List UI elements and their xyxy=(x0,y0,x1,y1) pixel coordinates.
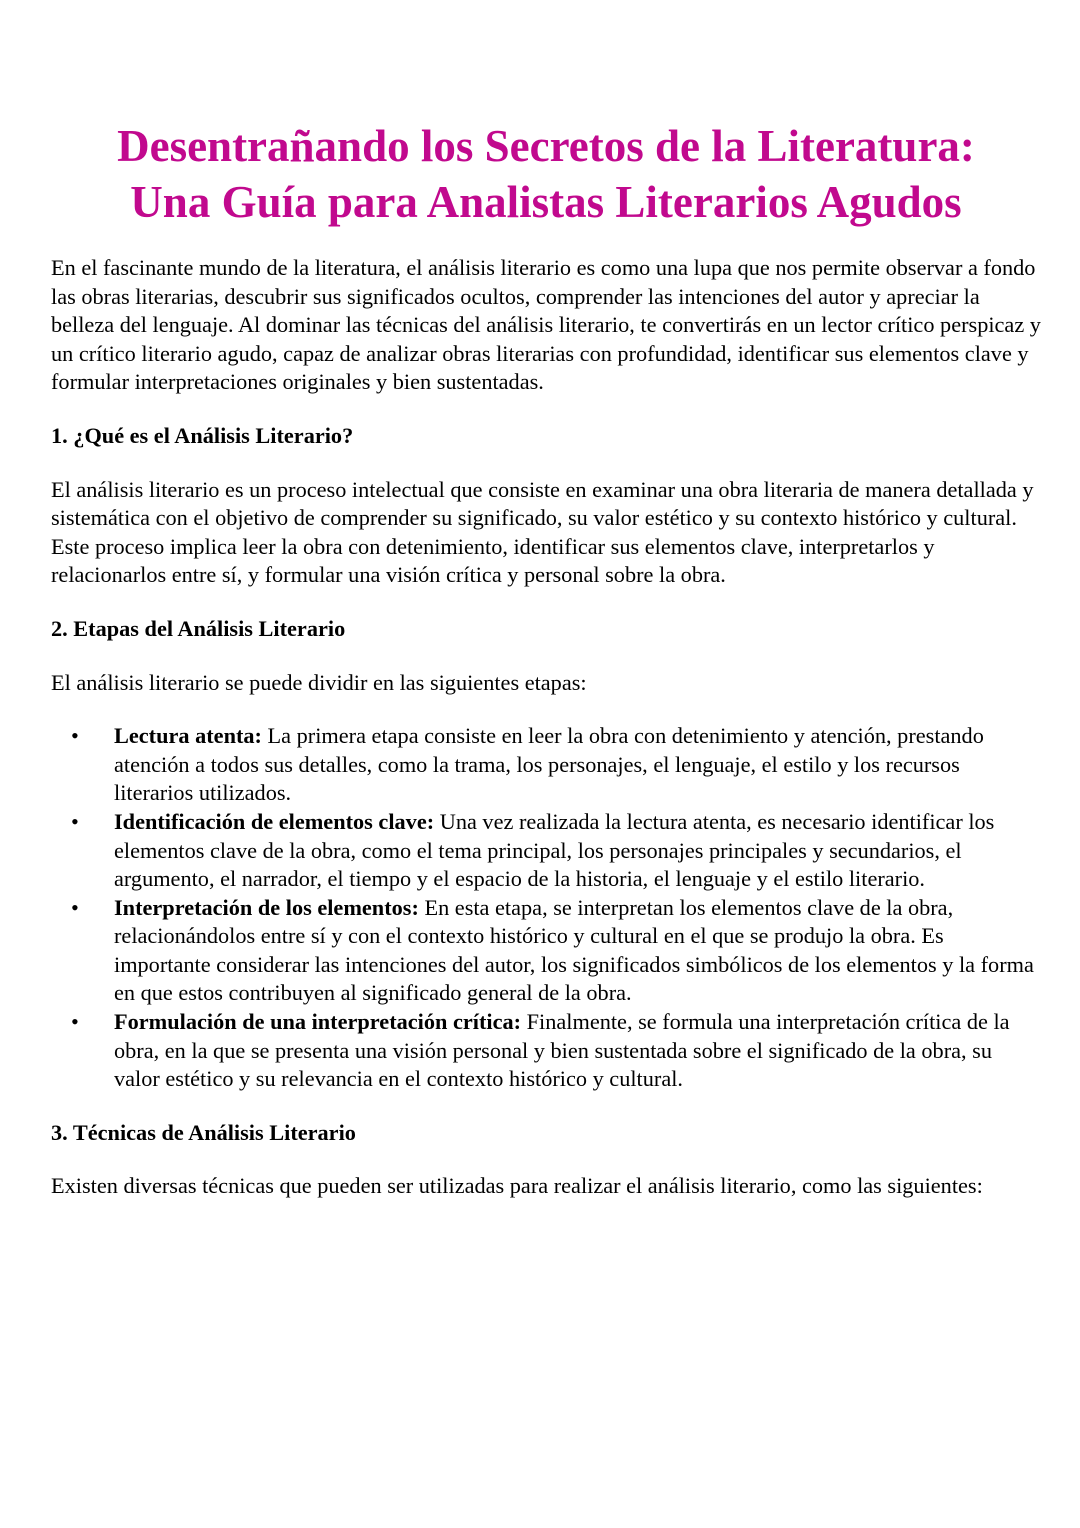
list-item-text: En esta etapa, se interpretan los elementos clave de la obra, relacionándolos entre sí y con el contexto histórico y cultural en el que se produjo la obra. Es importante considerar las intenciones del autor, los significados simbólicos de los elementos y la forma en que estos contribuyen al significado general de la obra. xyxy=(114,894,1034,1006)
document-title xyxy=(51,118,1041,230)
bullet-icon: • xyxy=(71,1009,79,1035)
section-body-2: El análisis literario se puede dividir en las siguientes etapas: xyxy=(51,669,587,695)
list-item xyxy=(71,722,1041,808)
bullet-icon: • xyxy=(71,723,79,749)
list-item-term: Lectura atenta: xyxy=(114,723,262,749)
list-item xyxy=(71,1008,1041,1094)
list-item xyxy=(71,808,1041,894)
section-heading-3: 3. Técnicas de Análisis Literario xyxy=(51,1119,356,1145)
section-body-1: El análisis literario es un proceso intelectual que consiste en examinar una obra literaria de manera detallada y sistemática con el objetivo de comprender su significado, su valor estético y su contexto histórico y cultural. Este proceso implica leer la obra con detenimiento, identificar sus elementos clave, interpretarlos y relacionarlos entre sí, y formular una visión crítica y personal sobre la obra. xyxy=(51,476,1034,588)
list-item-term: Formulación de una interpretación crítica: xyxy=(114,1009,522,1035)
list-item-text: Finalmente, se formula una interpretación crítica de la obra, en la que se presenta una visión personal y bien sustentada sobre el significado de la obra, su valor estético y su relevancia en el contexto histórico y cultural. xyxy=(114,1009,1010,1092)
bullet-icon: • xyxy=(71,808,79,834)
title-line-1: Desentrañando los Secretos de la Literatura: xyxy=(117,121,975,171)
bullet-icon: • xyxy=(71,894,79,920)
section-heading-1: 1. ¿Qué es el Análisis Literario? xyxy=(51,422,354,448)
list-item-text: La primera etapa consiste en leer la obra con detenimiento y atención, prestando atención a todos sus detalles, como la trama, los personajes, el lenguaje, el estilo y los recursos literarios utilizados. xyxy=(114,723,984,806)
list-item-term: Interpretación de los elementos: xyxy=(114,894,419,920)
list-item-text: Una vez realizada la lectura atenta, es necesario identificar los elementos clave de la obra, como el tema principal, los personajes principales y secundarios, el argumento, el narrador, el tiempo y el espacio de la historia, el lenguaje y el estilo literario. xyxy=(114,808,995,892)
list-item xyxy=(71,894,1041,1008)
document-page xyxy=(51,118,1041,1226)
list-item-term: Identificación de elementos clave: xyxy=(114,808,435,834)
section-heading-2: 2. Etapas del Análisis Literario xyxy=(51,615,346,641)
stages-list xyxy=(51,722,1041,1094)
section-body-3: Existen diversas técnicas que pueden ser utilizadas para realizar el análisis literario, como las siguientes: xyxy=(51,1173,983,1199)
intro-paragraph: En el fascinante mundo de la literatura, el análisis literario es como una lupa que nos permite observar a fondo las obras literarias, descubrir sus significados ocultos, comprender las intenciones del autor y apreciar la belleza del lenguaje. Al dominar las técnicas del análisis literario, te convertirás en un lector crítico perspicaz y un crítico literario agudo, capaz de analizar obras literarias con profundidad, identificar sus elementos clave y formular interpretaciones originales y bien sustentadas. xyxy=(51,255,1041,395)
title-line-2: Una Guía para Analistas Literarios Agudos xyxy=(130,177,962,227)
